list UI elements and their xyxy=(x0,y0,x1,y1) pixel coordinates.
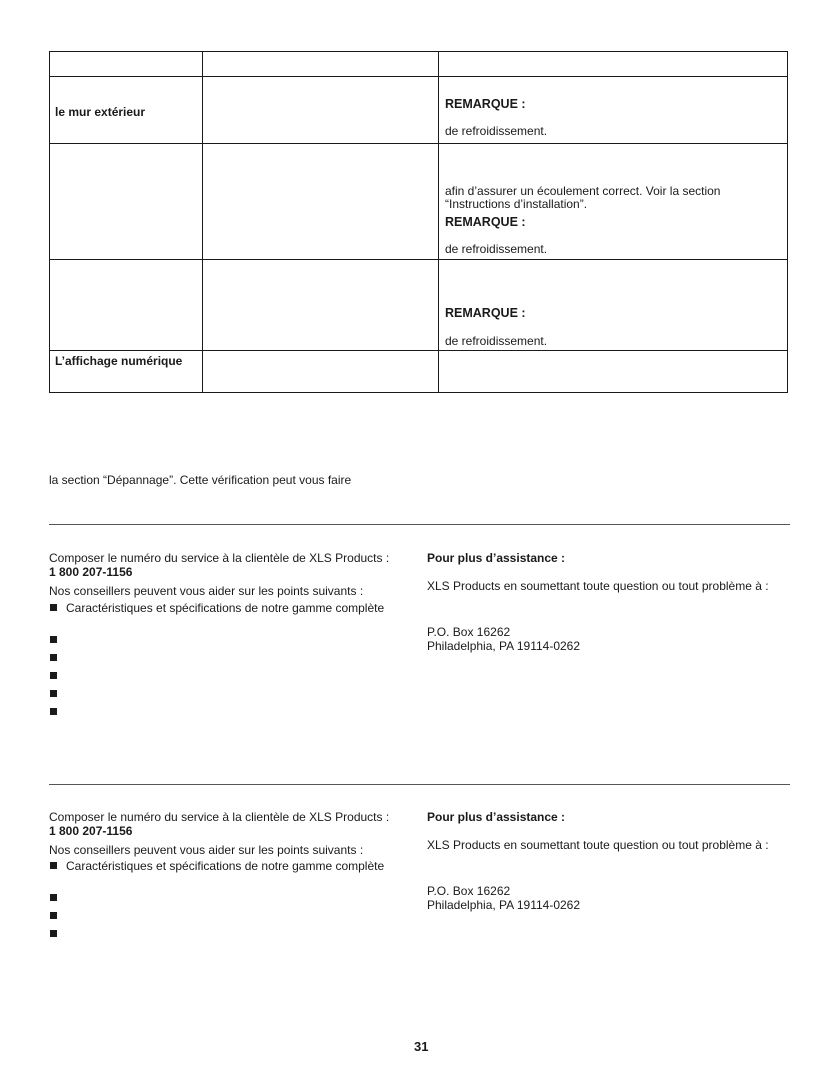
bullet-icon xyxy=(50,894,57,901)
table-row-divider xyxy=(49,259,787,260)
city-address: Philadelphia, PA 19114-0262 xyxy=(427,639,581,653)
table-row-divider xyxy=(49,143,787,144)
assistance-heading: Pour plus d’assistance : xyxy=(427,810,566,824)
table-row-3-note-label: REMARQUE : xyxy=(445,306,526,320)
call-text: Composer le numéro du service à la clientèle de XLS Products : xyxy=(49,551,390,565)
po-box: P.O. Box 16262 xyxy=(427,884,511,898)
bullet-icon xyxy=(50,690,57,697)
table-column-divider xyxy=(438,51,439,392)
bullet-icon xyxy=(50,636,57,643)
table-column-divider xyxy=(202,51,203,392)
troubleshooting-table xyxy=(49,51,787,392)
bullet-icon xyxy=(50,708,57,715)
table-row-2-note-label: REMARQUE : xyxy=(445,215,526,229)
table-row-1-note-label: REMARQUE : xyxy=(445,97,526,111)
city-address: Philadelphia, PA 19114-0262 xyxy=(427,898,581,912)
bullet-icon xyxy=(50,912,57,919)
phone-number[interactable]: 1 800 207-1156 xyxy=(49,824,133,838)
page-number: 31 xyxy=(414,1039,429,1054)
table-header-divider xyxy=(49,76,787,77)
table-row-2-intro-text: afin d’assurer un écoulement correct. Voir la section xyxy=(445,184,721,198)
table-row-4-label: L’affichage numérique xyxy=(55,354,183,368)
table-row-1-label: le mur extérieur xyxy=(55,105,146,119)
table-row-1-note-text: de refroidissement. xyxy=(445,124,548,138)
advisors-text: Nos conseillers peuvent vous aider sur les points suivants : xyxy=(49,843,364,857)
advisors-text: Nos conseillers peuvent vous aider sur les points suivants : xyxy=(49,584,364,598)
bullet-icon xyxy=(50,604,57,611)
section-divider xyxy=(49,524,790,525)
table-row-divider xyxy=(49,350,787,351)
bullet-icon xyxy=(50,672,57,679)
bullet-icon xyxy=(50,930,57,937)
table-row-2-note-text: de refroidissement. xyxy=(445,242,548,256)
first-bullet-text: Caractéristiques et spécifications de notre gamme complète xyxy=(66,601,385,615)
table-row-3-note-text: de refroidissement. xyxy=(445,334,548,348)
section-divider xyxy=(49,784,790,785)
first-bullet-text: Caractéristiques et spécifications de notre gamme complète xyxy=(66,859,385,873)
submit-text: XLS Products en soumettant toute question ou tout problème à : xyxy=(427,579,769,593)
po-box: P.O. Box 16262 xyxy=(427,625,511,639)
table-border xyxy=(49,51,788,393)
bullet-icon xyxy=(50,862,57,869)
assistance-heading: Pour plus d’assistance : xyxy=(427,551,566,565)
call-text: Composer le numéro du service à la clientèle de XLS Products : xyxy=(49,810,390,824)
table-row-2-intro-text-2: “Instructions d’installation”. xyxy=(445,197,588,211)
phone-number[interactable]: 1 800 207-1156 xyxy=(49,565,133,579)
bullet-icon xyxy=(50,654,57,661)
submit-text: XLS Products en soumettant toute question ou tout problème à : xyxy=(427,838,769,852)
troubleshoot-text: la section “Dépannage”. Cette vérification peut vous faire xyxy=(49,473,352,487)
